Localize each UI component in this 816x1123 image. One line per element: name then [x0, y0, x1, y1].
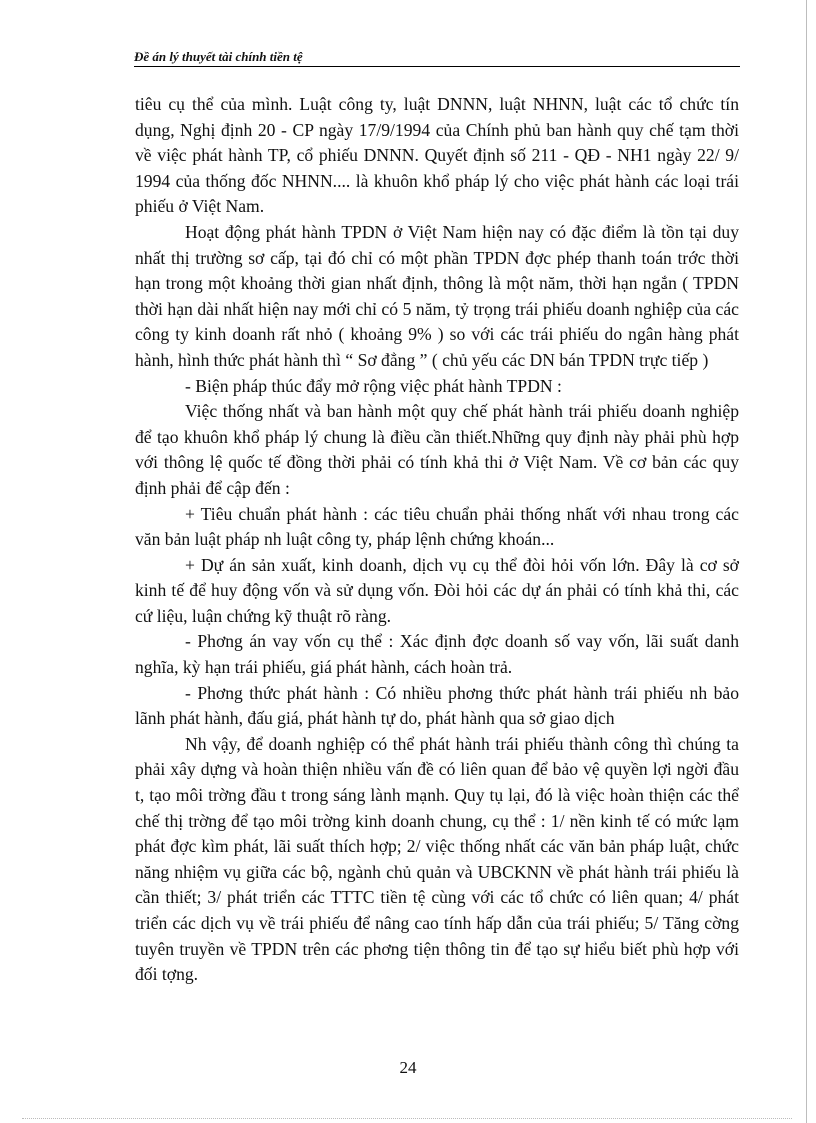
- paragraph-7: - Phơng án vay vốn cụ thể : Xác định đợc doanh số vay vốn, lãi suất danh nghĩa, kỳ hạn trái phiếu, giá phát hành, cách hoàn trả.: [135, 631, 739, 678]
- paragraph-3: - Biện pháp thúc đẩy mở rộng việc phát hành TPDN :: [185, 375, 562, 396]
- paragraph-9: Nh vậy, để doanh nghiệp có thể phát hành trái phiếu thành công thì chúng ta phải xây dựng và hoàn thiện nhiều vấn đề có liên quan để bảo vệ quyền lợi ngời đầu t, tạo môi trờng đầu t trong sáng lành mạnh. Quy tụ lại, đó là việc hoàn thiện các thể chế thị trờng để tạo môi trờng kinh doanh chung, cụ thể : 1/ nền kinh tế có mức lạm phát đợc kìm phát, lãi suất thích hợp; 2/ việc thống nhất các văn bản pháp luật, chức năng nhiệm vụ giữa các bộ, ngành chủ quản và UBCKNN về phát hành trái phiếu là cần thiết; 3/ phát triển các TTTC tiền tệ cùng với các tổ chức có liên quan; 4/ phát triển các dịch vụ về trái phiếu để nâng cao tính hấp dẫn của trái phiếu; 5/ Tăng cờng tuyên truyền về TPDN trên các phơng tiện thông tin để tạo sự hiểu biết phù hợp với đối tợng.: [135, 733, 739, 985]
- paragraph-6: + Dự án sản xuất, kinh doanh, dịch vụ cụ thể đòi hỏi vốn lớn. Đây là cơ sở kinh tế để huy động vốn và sử dụng vốn. Đòi hỏi các dự án phải có tính khả thi, các cứ liệu, luận chứng kỹ thuật rõ ràng.: [135, 554, 739, 626]
- paragraph-2: Hoạt động phát hành TPDN ở Việt Nam hiện nay có đặc điểm là tồn tại duy nhất thị trường sơ cấp, tại đó chỉ có một phần TPDN đợc phép thanh toán trớc thời hạn trong một khoảng thời gian nhất định, thông là một năm, thời hạn ngắn ( TPDN thời hạn dài nhất hiện nay mới chỉ có 5 năm, tỷ trọng trái phiếu doanh nghiệp của các công ty kinh doanh rất nhỏ ( khoảng 9% ) so với các trái phiếu do ngân hàng phát hành, hình thức phát hành thì “ Sơ đẳng ” ( chủ yếu các DN bán TPDN trực tiếp ): [135, 221, 739, 370]
- page-number: 24: [399, 1058, 417, 1077]
- paragraph-1: tiêu cụ thể của mình. Luật công ty, luật DNNN, luật NHNN, luật các tổ chức tín dụng, Nghị định 20 - CP ngày 17/9/1994 của Chính phủ ban hành quy chế tạm thời về việc phát hành TP, cổ phiếu DNNN. Quyết định số 211 - QĐ - NH1 ngày 22/ 9/ 1994 của thống đốc NHNN.... là khuôn khổ pháp lý cho việc phát hành các loại trái phiếu ở Việt Nam.: [135, 94, 739, 217]
- paragraph-8: - Phơng thức phát hành : Có nhiều phơng thức phát hành trái phiếu nh bảo lãnh phát hành, đấu giá, phát hành tự do, phát hành qua sở giao dịch: [135, 682, 739, 729]
- footer-divider: [22, 1118, 792, 1119]
- body-text: [135, 92, 739, 988]
- page-edge-line: [806, 0, 807, 1123]
- running-header: Đề án lý thuyết tài chính tiền tệ: [134, 50, 740, 67]
- paragraph-4: Việc thống nhất và ban hành một quy chế phát hành trái phiếu doanh nghiệp để tạo khuôn khổ pháp lý chung là điều cần thiết.Những quy định này phải phù hợp với thông lệ quốc tế đồng thời phải có tính khả thi ở Việt Nam. Về cơ bản các quy định phải để cập đến :: [135, 401, 739, 498]
- paragraph-5: + Tiêu chuẩn phát hành : các tiêu chuẩn phải thống nhất với nhau trong các văn bản luật pháp nh luật công ty, pháp lệnh chứng khoán...: [135, 503, 739, 550]
